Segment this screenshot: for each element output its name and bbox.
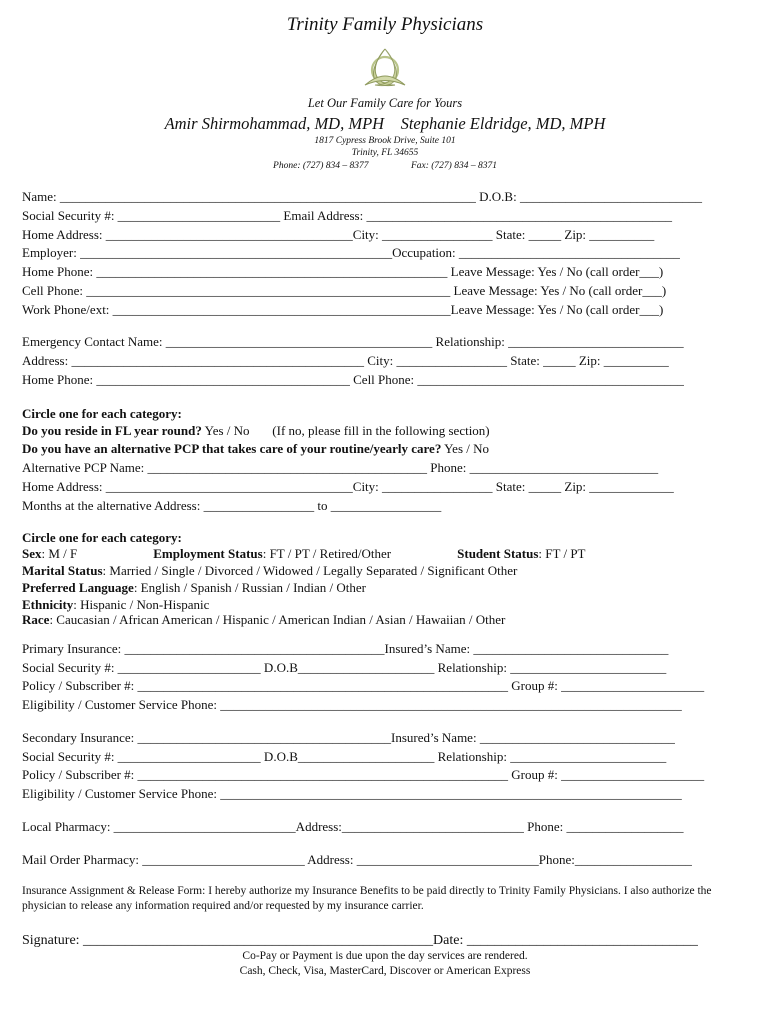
tagline: Let Our Family Care for Yours: [307, 96, 463, 110]
marital-status-field[interactable]: Marital Status: Married / Single / Divorced / Widowed / Legally Separated / Significant Other: [22, 563, 518, 578]
secondary-eligibility-field[interactable]: Eligibility / Customer Service Phone: _______________________________________________________________________: [22, 786, 682, 801]
months-alt-address-field[interactable]: Months at the alternative Address: _________________ to _________________: [22, 498, 442, 513]
emergency-address-field[interactable]: Address: _____________________________________________ City: _________________ State: _____ Zip: __________: [22, 353, 669, 368]
insurance-assignment-text: Insurance Assignment & Release Form: I hereby authorize my Insurance Benefits to be paid directly to Trinity Family Physicians. I also authorize the physician to release any information required and/or requested by my insurance carrier.: [22, 885, 712, 912]
fl-residence-question[interactable]: Do you reside in FL year round? Yes / No (If no, please fill in the following section): [22, 423, 490, 438]
local-pharmacy-field[interactable]: Local Pharmacy: ____________________________Address:____________________________ Phone: __________________: [22, 819, 684, 834]
race-field[interactable]: Race: Caucasian / African American / Hispanic / American Indian / Asian / Hawaiian / Other: [22, 612, 506, 627]
copay-notice: Co-Pay or Payment is due upon the day services are rendered.: [242, 950, 528, 962]
practice-name: Trinity Family Physicians: [286, 14, 484, 35]
alt-pcp-name-field[interactable]: Alternative PCP Name: ___________________________________________ Phone: _____________________________: [22, 460, 659, 475]
work-phone-field[interactable]: Work Phone/ext: ____________________________________________________Leave Message: Yes / No (call order___): [22, 302, 664, 317]
primary-ssn-field[interactable]: Social Security #: ______________________ D.O.B_____________________ Relationship: ________________________: [22, 660, 667, 675]
contact-numbers: [0, 161, 770, 171]
home-address-field[interactable]: Home Address: ______________________________________City: _________________ State: _____ Zip: __________: [22, 227, 655, 242]
preferred-language-field[interactable]: Preferred Language: English / Spanish / Russian / Indian / Other: [22, 580, 366, 595]
address-line-1: 1817 Cypress Brook Drive, Suite 101: [314, 136, 456, 146]
secondary-ssn-field[interactable]: Social Security #: ______________________ D.O.B_____________________ Relationship: ________________________: [22, 749, 667, 764]
fax-number: Fax: (727) 834 – 8371: [410, 161, 497, 171]
circle-instruction: Circle one for each category:: [22, 406, 182, 421]
primary-policy-field[interactable]: Policy / Subscriber #: _________________________________________________________ Group #: ______________________: [22, 678, 705, 693]
primary-eligibility-field[interactable]: Eligibility / Customer Service Phone: _______________________________________________________________________: [22, 697, 682, 712]
phone-number: Phone: (727) 834 – 8377: [273, 161, 369, 171]
address-line-2: Trinity, FL 34655: [351, 148, 419, 158]
secondary-policy-field[interactable]: Policy / Subscriber #: _________________________________________________________ Group #: ______________________: [22, 767, 705, 782]
cell-phone-field[interactable]: Cell Phone: ________________________________________________________ Leave Message: Yes / No (call order___): [22, 283, 667, 298]
employer-field[interactable]: Employer: ________________________________________________Occupation: __________________________________: [22, 245, 680, 260]
emergency-contact-field[interactable]: Emergency Contact Name: _________________________________________ Relationship: ___________________________: [22, 334, 684, 349]
home-phone-field[interactable]: Home Phone: ______________________________________________________ Leave Message: Yes / No (call order___): [22, 264, 664, 279]
mail-pharmacy-field[interactable]: Mail Order Pharmacy: _________________________ Address: ____________________________Phone:__________________: [22, 852, 692, 867]
payment-methods: Cash, Check, Visa, MasterCard, Discover or American Express: [239, 965, 531, 977]
trinity-knot-logo-icon: [359, 45, 411, 93]
name-dob-field[interactable]: Name: ________________________________________________________________ D.O.B: ____________________________: [22, 189, 702, 204]
alternative-pcp-question[interactable]: Do you have an alternative PCP that takes care of your routine/yearly care? Yes / No: [22, 441, 490, 456]
secondary-insurance-field[interactable]: Secondary Insurance: _______________________________________Insured’s Name: ______________________________: [22, 730, 675, 745]
demographic-status-row[interactable]: Sex: M / F Employment Status: FT / PT / Retired/Other Student Status: FT / PT: [22, 546, 586, 561]
signature-date-field[interactable]: Signature: __________________________________________________Date: _________________________________: [22, 933, 698, 948]
primary-insurance-field[interactable]: Primary Insurance: ________________________________________Insured’s Name: ______________________________: [22, 641, 669, 656]
circle-instruction-2: Circle one for each category:: [22, 530, 182, 545]
emergency-phones-field[interactable]: Home Phone: _______________________________________ Cell Phone: _________________________________________: [22, 372, 684, 387]
doctor-names: Amir Shirmohammad, MD, MPH Stephanie Eldridge, MD, MPH: [164, 114, 606, 133]
alt-home-address-field[interactable]: Home Address: ______________________________________City: _________________ State: _____ Zip: _____________: [22, 479, 674, 494]
ssn-email-field[interactable]: Social Security #: _________________________ Email Address: _______________________________________________: [22, 208, 672, 223]
ethnicity-field[interactable]: Ethnicity: Hispanic / Non-Hispanic: [22, 597, 210, 612]
